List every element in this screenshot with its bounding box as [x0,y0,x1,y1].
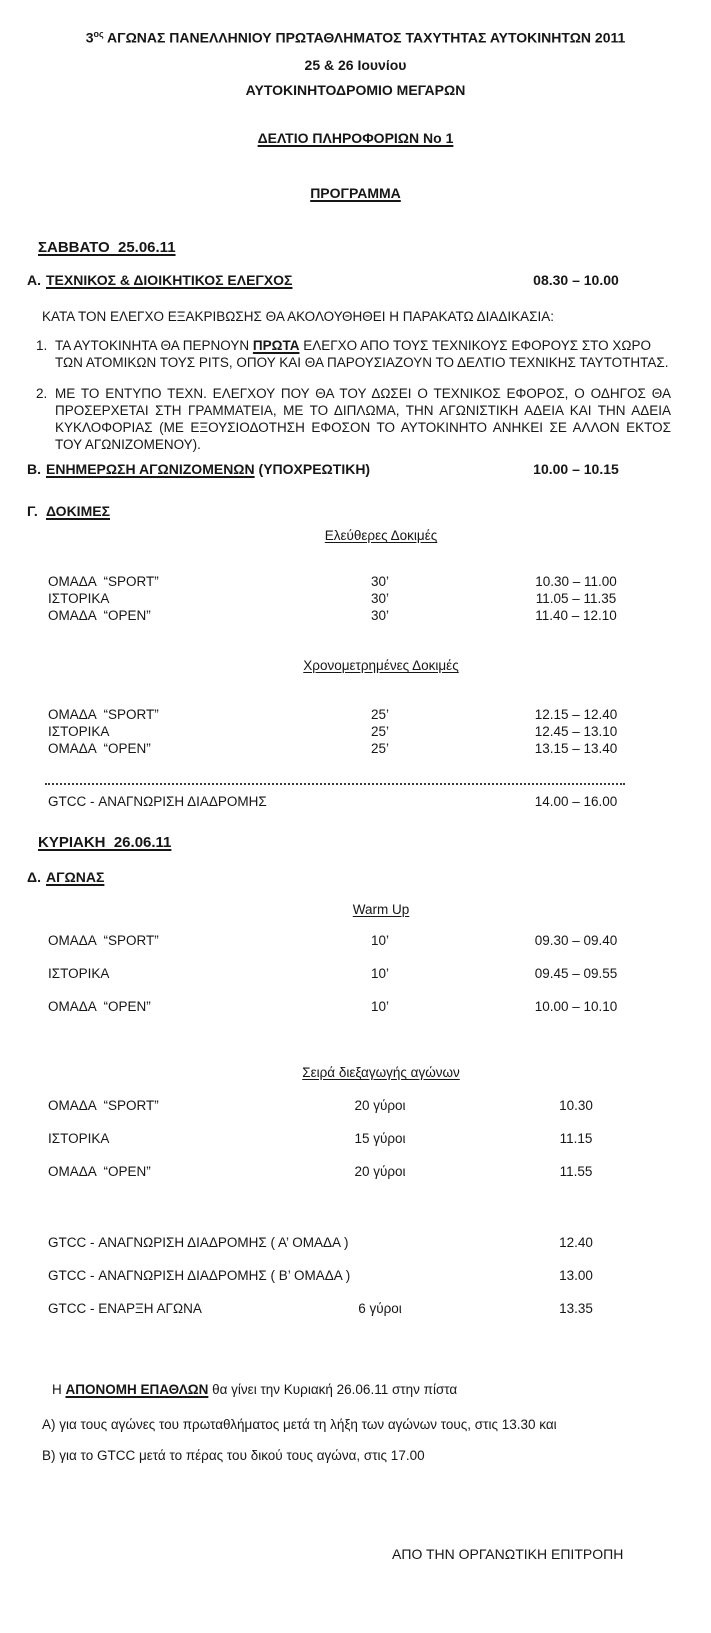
section-d-letter: Δ. [27,869,41,885]
row-time: 10.30 [559,1098,593,1113]
row-label: ΙΣΤΟΡΙΚΑ [48,591,110,606]
gtcc-recon-row [0,793,711,811]
row-duration: 30’ [370,591,389,606]
section-c-row [0,503,711,521]
row-laps: 20 γύροι [354,1164,406,1179]
table-row [0,965,711,983]
row-label: ΟΜΑΔΑ “OPEN” [48,608,151,623]
row-time: 12.40 [559,1235,593,1250]
section-c-letter: Γ. [27,503,38,519]
row-label: ΟΜΑΔΑ “OPEN” [48,1164,151,1179]
row-label: GTCC - ΑΝΑΓΝΩΡΙΣΗ ΔΙΑΔΡΟΜΗΣ ( Α’ ΟΜΑΔΑ ) [48,1235,349,1250]
row-laps: 15 γύροι [354,1131,406,1146]
program-heading-text: ΠΡΟΓΡΑΜΜΑ [310,185,401,201]
table-row [0,932,711,950]
table-row [0,573,711,591]
warm-up-heading [256,901,506,918]
document-title [0,26,711,47]
inspection-intro: ΚΑΤΑ ΤΟΝ ΕΛΕΓΧΟ ΕΞΑΚΡΙΒΩΣΗΣ ΘΑ ΑΚΟΛΟΥΘΗΘΕΙ Η ΠΑΡΑΚΑΤΩ ΔΙΑΔΙΚΑΣΙΑ: [42,309,555,324]
table-row [0,998,711,1016]
free-practice-heading [256,527,506,544]
section-b-title-rest: (ΥΠΟΧΡΕΩΤΙΚΗ) [254,461,371,477]
table-row [0,706,711,724]
section-d-row [0,869,711,887]
row-time: 10.30 – 11.00 [535,574,617,589]
dotted-separator [45,774,625,785]
gtcc-row [0,1234,711,1252]
row-label: ΙΣΤΟΡΙΚΑ [48,1131,110,1146]
row-label: ΙΣΤΟΡΙΚΑ [48,966,110,981]
list-item-1-post: ΕΛΕΓΧΟ ΑΠΟ ΤΟΥΣ ΤΕΧΝΙΚΟΥΣ ΕΦΟΡΟΥΣ ΣΤΟ ΧΩΡΟ ΤΩΝ ΑΤΟΜΙΚΩΝ ΤΟΥΣ PITS, ΟΠΟΥ ΚΑΙ ΘΑ ΠΑΡΟΥΣΙΑΖΟΥΝ ΤΟ ΔΕΛΤΙΟ ΤΕΧΝΙΚΗΣ ΤΑΥΤΟΤΗΤΑΣ. [55,338,669,370]
event-dates: 25 & 26 Ιουνίου [304,57,407,73]
section-d-title: ΑΓΩΝΑΣ [46,869,105,885]
bulletin-heading-text: ΔΕΛΤΙΟ ΠΛΗΡΟΦΟΡΙΩΝ Νο 1 [257,130,454,146]
section-a-row [0,272,711,290]
row-time: 09.45 – 09.55 [534,966,618,981]
section-b-row [0,461,711,479]
row-time: 14.00 – 16.00 [534,794,618,809]
table-row [0,607,711,625]
row-duration: 30’ [370,608,389,623]
event-venue: ΑΥΤΟΚΙΝΗΤΟΔΡΟΜΙΟ ΜΕΓΑΡΩΝ [245,82,466,98]
section-b-title [46,461,370,478]
awards-post: θα γίνει την Κυριακή 26.06.11 στην πίστα [208,1382,458,1397]
section-a-time: 08.30 – 10.00 [533,272,619,288]
sunday-day-text: ΚΥΡΙΑΚΗ 26.06.11 [38,834,172,851]
list-item-2-text: ΜΕ ΤΟ ΕΝΤΥΠΟ ΤΕΧΝ. ΕΛΕΓΧΟΥ ΠΟΥ ΘΑ ΤΟΥ ΔΩΣΕΙ Ο ΤΕΧΝΙΚΟΣ ΕΦΟΡΟΣ, Ο ΟΔΗΓΟΣ ΘΑ ΠΡΟΣΕΡΧΕΤΑΙ ΣΤΗ ΓΡΑΜΜΑΤΕΙΑ, ΜΕ ΤΟ ΔΙΠΛΩΜΑ, ΤΗΝ ΑΓΩΝΙΣΤΙΚΗ ΑΔΕΙΑ ΚΑΙ ΤΗΝ ΑΔΕΙΑ ΚΥΚΛΟΦΟΡΙΑΣ (ΜΕ ΕΞΟΥΣΙΟΔΟΤΗΣΗ ΕΦΟΣΟΝ ΤΟ ΑΥΤΟΚΙΝΗΤΟ ΑΝΗΚΕΙ ΣΕ ΑΛΛΟΝ ΕΚΤΟΣ ΤΟΥ ΑΓΩΝΙΖΟΜΕΝΟΥ). [55,386,671,452]
list-item-2 [0,385,711,457]
list-item-1 [0,337,711,377]
row-time: 11.55 [559,1164,593,1179]
list-item-2-number: 2. [36,386,48,401]
row-time: 11.15 [559,1131,593,1146]
row-time: 12.15 – 12.40 [534,707,618,722]
awards-emphasis: ΑΠΟΝΟΜΗ ΕΠΑΘΛΩΝ [65,1382,209,1397]
row-label: GTCC - ΑΝΑΓΝΩΡΙΣΗ ΔΙΑΔΡΟΜΗΣ [48,794,267,809]
sunday-day-heading [38,834,171,852]
row-laps: 20 γύροι [354,1098,406,1113]
gtcc-row [0,1300,711,1318]
awards-line-a: Α) για τους αγώνες του πρωταθλήματος μετά τη λήξη των αγώνων τους, στις 13.30 και [42,1417,557,1432]
saturday-day-heading [38,239,176,257]
warm-up-heading-text: Warm Up [352,902,410,917]
timed-practice-heading-text: Χρονομετρημένες Δοκιμές [303,658,459,673]
row-label: GTCC - ΑΝΑΓΝΩΡΙΣΗ ΔΙΑΔΡΟΜΗΣ ( Β’ ΟΜΑΔΑ ) [48,1268,351,1283]
row-label: ΟΜΑΔΑ “SPORT” [48,574,159,589]
list-item-1-emphasis: ΠΡΩΤΑ [252,338,300,353]
row-label: ΟΜΑΔΑ “SPORT” [48,1098,159,1113]
program-heading [0,185,711,202]
row-duration: 25’ [370,707,389,722]
row-label: ΟΜΑΔΑ “SPORT” [48,707,159,722]
awards-line-b: Β) για το GTCC μετά το πέρας του δικού τους αγώνα, στις 17.00 [42,1448,425,1463]
table-row [0,1130,711,1148]
section-b-letter: Β. [27,461,41,477]
row-time: 13.35 [559,1301,593,1316]
bulletin-heading [0,130,711,147]
row-label: ΟΜΑΔΑ “SPORT” [48,933,159,948]
awards-pre: Η [52,1382,66,1397]
row-time: 12.45 – 13.10 [534,724,618,739]
table-row [0,740,711,758]
row-label: ΟΜΑΔΑ “OPEN” [48,999,151,1014]
free-practice-heading-text: Ελεύθερες Δοκιμές [324,528,438,543]
title-prefix: 3 [85,29,94,46]
table-row [0,1163,711,1181]
row-time: 13.15 – 13.40 [534,741,618,756]
row-duration: 25’ [370,741,389,756]
row-laps: 6 γύροι [358,1301,402,1316]
title-superscript: ος [93,29,104,39]
row-label: ΟΜΑΔΑ “OPEN” [48,741,151,756]
row-duration: 10’ [370,999,389,1014]
row-time: 11.40 – 12.10 [535,608,617,623]
row-time: 13.00 [559,1268,593,1283]
row-label: ΙΣΤΟΡΙΚΑ [48,724,110,739]
section-b-time: 10.00 – 10.15 [533,461,619,477]
awards-line [52,1381,457,1398]
race-order-heading [256,1064,506,1081]
row-time: 09.30 – 09.40 [534,933,618,948]
row-time: 10.00 – 10.10 [534,999,618,1014]
table-row [0,723,711,741]
row-time: 11.05 – 11.35 [535,591,617,606]
section-a-title: ΤΕΧΝΙΚΟΣ & ΔΙΟΙΚΗΤΙΚΟΣ ΕΛΕΓΧΟΣ [46,272,293,288]
row-duration: 10’ [370,933,389,948]
row-duration: 30’ [370,574,389,589]
section-b-title-underlined: ΕΝΗΜΕΡΩΣΗ ΑΓΩΝΙΖΟΜΕΝΩΝ [46,461,255,477]
list-item-1-text [55,337,669,371]
title-rest: ΑΓΩΝΑΣ ΠΑΝΕΛΛΗΝΙΟΥ ΠΡΩΤΑΘΛΗΜΑΤΟΣ ΤΑΧΥΤΗΤΑΣ ΑΥΤΟΚΙΝΗΤΩΝ 2011 [103,29,626,46]
list-item-1-pre: ΤΑ ΑΥΤΟΚΙΝΗΤΑ ΘΑ ΠΕΡΝΟΥΝ [55,338,253,353]
table-row [0,1097,711,1115]
row-duration: 10’ [370,966,389,981]
section-a-letter: Α. [27,272,41,288]
row-duration: 25’ [370,724,389,739]
table-row [0,590,711,608]
section-c-title: ΔΟΚΙΜΕΣ [46,503,110,519]
saturday-day-text: ΣΑΒΒΑΤΟ 25.06.11 [38,239,176,256]
gtcc-row [0,1267,711,1285]
list-item-1-number: 1. [36,338,48,353]
race-order-heading-text: Σειρά διεξαγωγής αγώνων [302,1065,460,1080]
organizing-committee-signature: ΑΠΟ ΤΗΝ ΟΡΓΑΝΩΤΙΚΗ ΕΠΙΤΡΟΠΗ [392,1546,624,1562]
timed-practice-heading [256,657,506,674]
row-label: GTCC - ΕΝΑΡΞΗ ΑΓΩΝΑ [48,1301,202,1316]
